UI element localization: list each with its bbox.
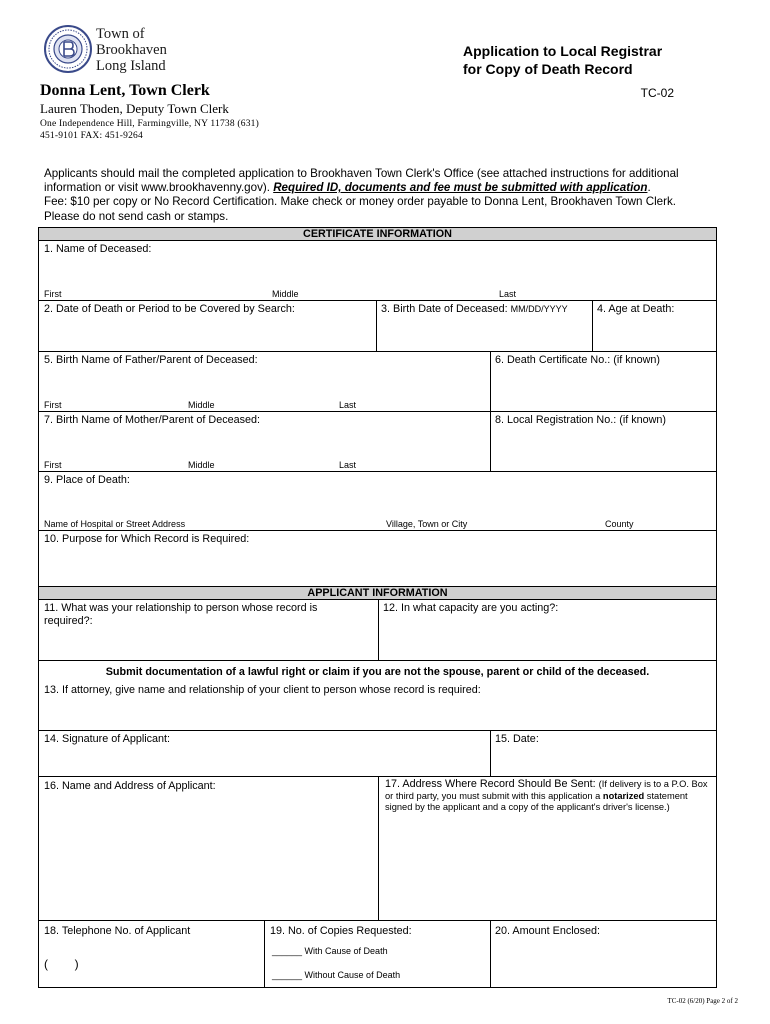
relationship-label-line1: 11. What was your relationship to person whose record is [44,602,318,614]
applicant-name-address-label: 16. Name and Address of Applicant: [44,780,216,792]
date-label: 15. Date: [495,733,539,745]
without-cause-of-death-option: ______ Without Cause of Death [272,970,401,980]
delivery-address-title: 17. Address Where Record Should Be Sent: [385,778,599,790]
fee-line: Fee: $10 per copy or No Record Certification. Make check or money order payable to Donna Lent, Brookhaven Town Clerk. [44,195,676,209]
instructions-period: . [647,181,651,195]
form-title-line2: for Copy of Death Record [463,61,633,77]
deceased-first-label: First [44,289,62,299]
delivery-address-label [385,779,713,814]
father-middle-label: Middle [188,400,215,410]
mother-middle-label: Middle [188,460,215,470]
with-cause-of-death-option: ______ With Cause of Death [272,946,388,956]
cash-warning: Please do not send cash or stamps. [44,209,229,223]
hospital-address-label: Name of Hospital or Street Address [44,519,186,529]
notarized-emphasis: notarized [602,790,645,801]
village-town-city-label: Village, Town or City [386,519,468,529]
office-address [40,118,259,142]
telephone-label: 18. Telephone No. of Applicant [44,925,191,937]
relationship-label [44,602,317,628]
relationship-label-line2: required?: [44,615,93,627]
application-form [38,227,717,988]
attorney-client-label: 13. If attorney, give name and relationship of your client to person whose record is required: [44,684,481,696]
purpose-label: 10. Purpose for Which Record is Required: [44,533,250,545]
deputy-clerk-name: Lauren Thoden, Deputy Town Clerk [40,101,229,116]
submit-documentation-notice: Submit documentation of a lawful right or claim if you are not the spouse, parent or child of the deceased. [105,666,650,678]
required-notice: Required ID, documents and fee must be submitted with application [273,181,648,195]
local-registration-no-label: 8. Local Registration No.: (if known) [495,414,667,426]
form-title-line1: Application to Local Registrar [463,43,663,59]
form-title [463,42,662,78]
father-first-label: First [44,400,62,410]
county-label: County [605,519,634,529]
address-line2: 451-9101 FAX: 451-9264 [40,131,143,141]
death-certificate-no-label: 6. Death Certificate No.: (if known) [495,354,661,366]
page-footer: TC-02 (6/20) Page 2 of 2 [667,997,738,1005]
name-of-deceased-label: 1. Name of Deceased: [44,243,152,255]
instructions-text: Applicants should mail the completed application to Brookhaven Town Clerk's Office (see attached instructions for additional information or visit www.brookhavenny.gov). [44,167,679,195]
birth-date-label-text: 3. Birth Date of Deceased: [381,303,508,315]
applicant-information-header: APPLICANT INFORMATION [39,586,716,600]
certificate-information-header: CERTIFICATE INFORMATION [39,227,716,241]
place-of-death-label: 9. Place of Death: [44,474,130,486]
signature-label: 14. Signature of Applicant: [44,733,171,745]
form-code: TC-02 [640,86,674,100]
father-birth-name-label: 5. Birth Name of Father/Parent of Deceased: [44,354,258,366]
date-of-death-label: 2. Date of Death or Period to be Covered by Search: [44,303,295,315]
town-name-line1: Town of [96,26,145,42]
capacity-label: 12. In what capacity are you acting?: [383,602,559,614]
father-last-label: Last [339,400,357,410]
mother-last-label: Last [339,460,357,470]
mother-birth-name-label: 7. Birth Name of Mother/Parent of Deceased: [44,414,261,426]
instructions-paragraph [44,167,734,195]
instructions [44,167,734,224]
delivery-note-part2: statement signed by the applicant and a copy of the applicant's driver's license.) [385,790,688,813]
birth-date-label [381,303,568,316]
town-name [96,26,167,74]
deceased-last-label: Last [499,289,517,299]
amount-enclosed-label: 20. Amount Enclosed: [495,925,601,937]
address-line1: One Independence Hill, Farmingville, NY 11738 (631) [40,119,259,129]
delivery-note-part1: (If delivery is to a P.O. Box or third party, you must submit with this application a [385,779,708,801]
birth-date-format: MM/DD/YYYY [510,304,568,314]
telephone-area-code: ( ) [44,957,79,971]
deceased-middle-label: Middle [272,289,299,299]
town-name-line2: Brookhaven [96,42,167,58]
age-at-death-label: 4. Age at Death: [597,303,675,315]
mother-first-label: First [44,460,62,470]
copies-requested-label: 19. No. of Copies Requested: [270,925,412,937]
town-seal-logo [44,25,92,73]
town-clerk-name: Donna Lent, Town Clerk [40,82,210,99]
town-name-line3: Long Island [96,58,166,74]
